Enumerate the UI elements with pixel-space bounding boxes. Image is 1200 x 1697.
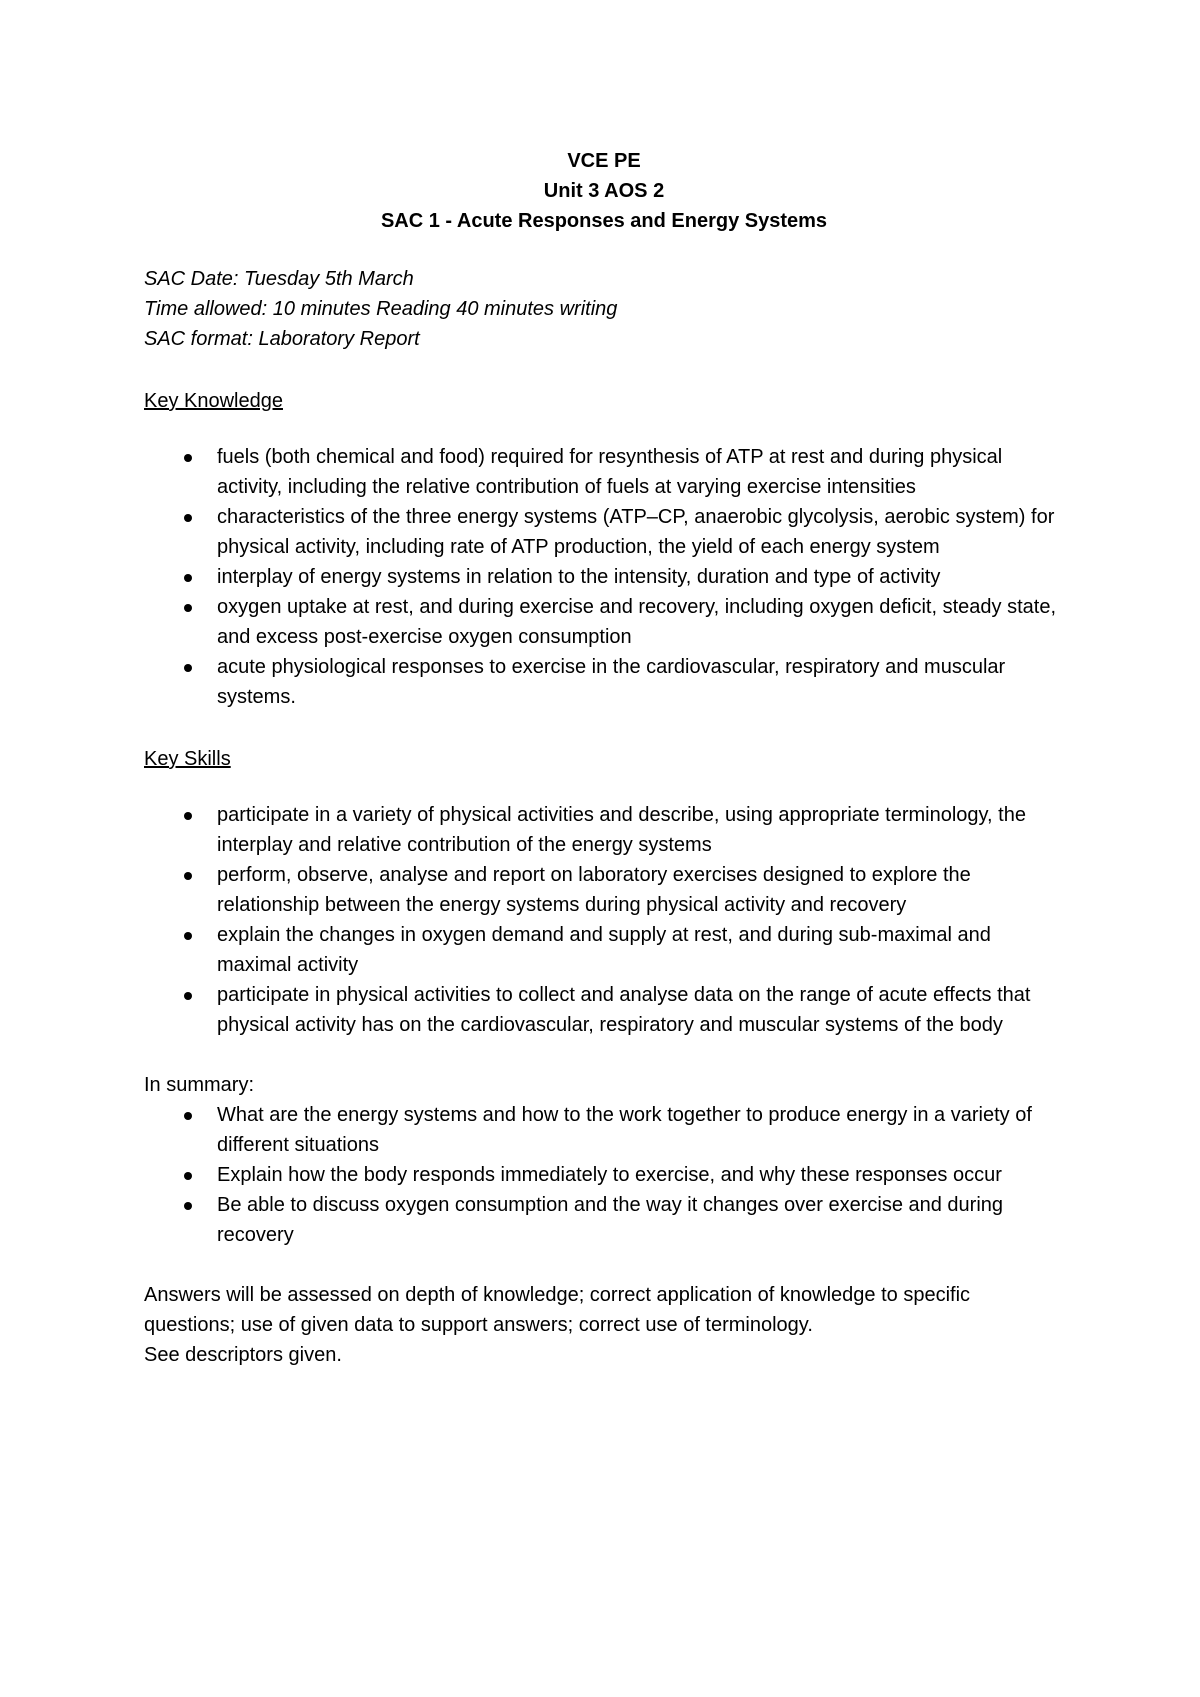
list-item: participate in a variety of physical activities and describe, using appropriate terminology, the interplay and relative contribution of the energy systems — [144, 800, 1064, 860]
course-title: VCE PE — [567, 150, 641, 172]
list-item: acute physiological responses to exercise in the cardiovascular, respiratory and muscular systems. — [144, 652, 1064, 712]
document-content — [144, 146, 1064, 1370]
list-item: participate in physical activities to collect and analyse data on the range of acute effects that physical activity has on the cardiovascular, respiratory and muscular systems of the body — [144, 980, 1064, 1040]
key-knowledge-heading: Key Knowledge — [144, 390, 283, 412]
list-item: What are the energy systems and how to the work together to produce energy in a variety of different situations — [144, 1100, 1064, 1160]
list-item: perform, observe, analyse and report on laboratory exercises designed to explore the relationship between the energy systems during physical activity and recovery — [144, 860, 1064, 920]
sac-title: SAC 1 - Acute Responses and Energy Systems — [380, 210, 828, 232]
sac-format: SAC format: Laboratory Report — [144, 328, 420, 350]
sac-date: SAC Date: Tuesday 5th March — [144, 268, 414, 290]
assessment-criteria: Answers will be assessed on depth of knowledge; correct application of knowledge to specific questions; use of given data to support answers; correct use of terminology. — [144, 1284, 971, 1336]
list-item: oxygen uptake at rest, and during exercise and recovery, including oxygen deficit, steady state, and excess post-exercise oxygen consumption — [144, 592, 1064, 652]
title-block — [144, 146, 1064, 236]
list-item: characteristics of the three energy systems (ATP–CP, anaerobic glycolysis, aerobic system) for physical activity, including rate of ATP production, the yield of each energy system — [144, 502, 1064, 562]
sac-details — [144, 264, 1064, 354]
summary-heading: In summary: — [144, 1074, 255, 1096]
list-item: explain the changes in oxygen demand and supply at rest, and during sub-maximal and maximal activity — [144, 920, 1064, 980]
list-item: interplay of energy systems in relation to the intensity, duration and type of activity — [144, 562, 1064, 592]
list-item: Be able to discuss oxygen consumption and the way it changes over exercise and during recovery — [144, 1190, 1064, 1250]
key-skills-heading: Key Skills — [144, 748, 231, 770]
time-allowed: Time allowed: 10 minutes Reading 40 minutes writing — [144, 298, 618, 320]
key-skills-list — [144, 800, 1064, 1040]
summary-list — [144, 1100, 1064, 1250]
assessment-note — [144, 1280, 1064, 1370]
list-item: fuels (both chemical and food) required for resynthesis of ATP at rest and during physical activity, including the relative contribution of fuels at varying exercise intensities — [144, 442, 1064, 502]
descriptors-note: See descriptors given. — [144, 1344, 342, 1366]
unit-title: Unit 3 AOS 2 — [543, 180, 665, 202]
key-knowledge-list — [144, 442, 1064, 712]
list-item: Explain how the body responds immediately to exercise, and why these responses occur — [144, 1160, 1064, 1190]
